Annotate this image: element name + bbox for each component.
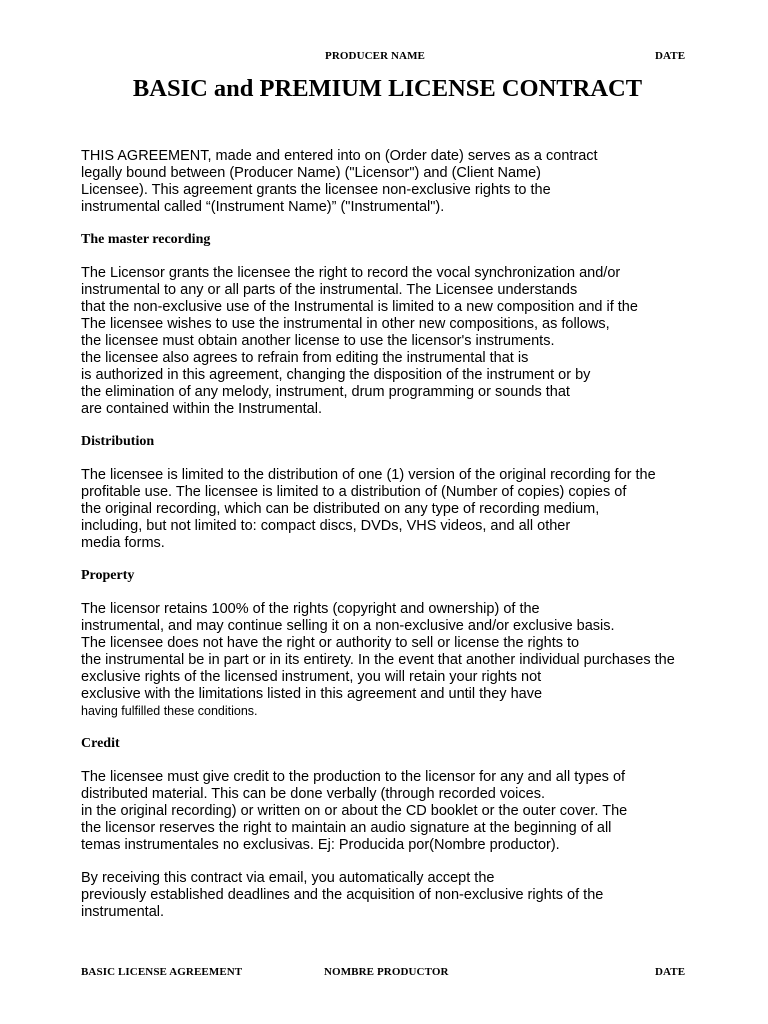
master-recording-line: that the non-exclusive use of the Instrumental is limited to a new composition and if the xyxy=(81,299,638,315)
credit-line: The licensee must give credit to the production to the licensor for any and all types of xyxy=(81,769,626,785)
master-recording-paragraph xyxy=(81,265,721,418)
section-heading-property: Property xyxy=(81,568,135,583)
closing-line: instrumental. xyxy=(81,904,165,920)
credit-line: temas instrumentales no exclusivas. Ej: Producida por(Nombre productor). xyxy=(81,837,560,853)
credit-line: the licensor reserves the right to maintain an audio signature at the beginning of all xyxy=(81,820,612,836)
property-line: The licensee does not have the right or authority to sell or license the rights to xyxy=(81,635,580,651)
closing-paragraph xyxy=(81,870,721,921)
distribution-line: the original recording, which can be distributed on any type of recording medium, xyxy=(81,501,600,517)
property-line: exclusive with the limitations listed in this agreement and until they have xyxy=(81,686,543,702)
credit-line: in the original recording) or written on or about the CD booklet or the outer cover. The xyxy=(81,803,628,819)
property-line: The licensor retains 100% of the rights (copyright and ownership) of the xyxy=(81,601,540,617)
property-line: having fulfilled these conditions. xyxy=(81,704,258,718)
header-producer-name: PRODUCER NAME xyxy=(325,50,425,62)
master-recording-line: The licensee wishes to use the instrumental in other new compositions, as follows, xyxy=(81,316,610,332)
intro-paragraph xyxy=(81,148,721,216)
closing-line: previously established deadlines and the acquisition of non-exclusive rights of the xyxy=(81,887,604,903)
master-recording-line: are contained within the Instrumental. xyxy=(81,401,322,417)
master-recording-line: instrumental to any or all parts of the instrumental. The Licensee understands xyxy=(81,282,578,298)
intro-line: Licensee). This agreement grants the licensee non-exclusive rights to the xyxy=(81,182,551,198)
property-paragraph xyxy=(81,601,721,720)
section-heading-master-recording: The master recording xyxy=(81,232,211,247)
master-recording-line: the licensee must obtain another license to use the licensor's instruments. xyxy=(81,333,555,349)
intro-line: legally bound between (Producer Name) ("Licensor") and (Client Name) xyxy=(81,165,542,181)
distribution-paragraph xyxy=(81,467,721,552)
footer-producer-name: NOMBRE PRODUCTOR xyxy=(324,966,449,978)
distribution-line: media forms. xyxy=(81,535,165,551)
master-recording-line: The Licensor grants the licensee the right to record the vocal synchronization and/or xyxy=(81,265,621,281)
credit-paragraph xyxy=(81,769,721,854)
footer-date: DATE xyxy=(655,966,686,978)
contract-title: BASIC and PREMIUM LICENSE CONTRACT xyxy=(132,75,643,102)
property-line: instrumental, and may continue selling it on a non-exclusive and/or exclusive basis. xyxy=(81,618,615,634)
master-recording-line: the licensee also agrees to refrain from editing the instrumental that is xyxy=(81,350,529,366)
credit-line: distributed material. This can be done verbally (through recorded voices. xyxy=(81,786,545,802)
intro-line: instrumental called “(Instrument Name)” ("Instrumental"). xyxy=(81,199,445,215)
header-date: DATE xyxy=(655,50,686,62)
property-line: the instrumental be in part or in its entirety. In the event that another individual purchases the xyxy=(81,652,675,668)
footer-agreement-type: BASIC LICENSE AGREEMENT xyxy=(81,966,243,978)
distribution-line: including, but not limited to: compact discs, DVDs, VHS videos, and all other xyxy=(81,518,571,534)
section-heading-credit: Credit xyxy=(81,736,120,751)
closing-line: By receiving this contract via email, you automatically accept the xyxy=(81,870,495,886)
master-recording-line: is authorized in this agreement, changing the disposition of the instrument or by xyxy=(81,367,591,383)
distribution-line: profitable use. The licensee is limited to a distribution of (Number of copies) copies of xyxy=(81,484,627,500)
intro-line: THIS AGREEMENT, made and entered into on (Order date) serves as a contract xyxy=(81,148,598,164)
property-line: exclusive rights of the licensed instrument, you will retain your rights not xyxy=(81,669,542,685)
master-recording-line: the elimination of any melody, instrument, drum programming or sounds that xyxy=(81,384,570,400)
distribution-line: The licensee is limited to the distribution of one (1) version of the original recording for the xyxy=(81,467,656,483)
section-heading-distribution: Distribution xyxy=(81,434,155,449)
